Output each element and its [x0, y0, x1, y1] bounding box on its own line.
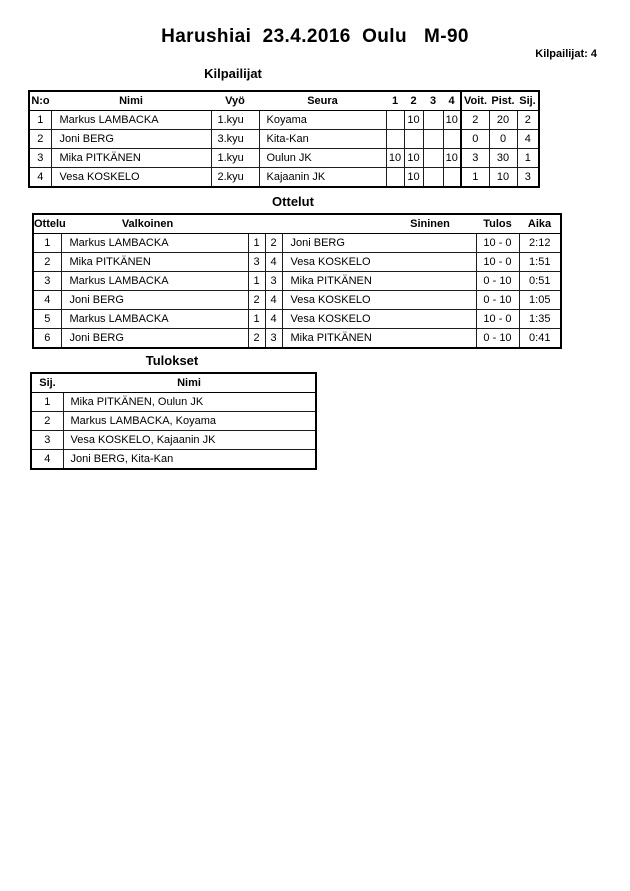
- blue-name-cell: Vesa KOSKELO: [282, 310, 476, 329]
- competitor-name-cell: Markus LAMBACKA: [51, 111, 211, 130]
- blue-number-cell: 3: [265, 329, 282, 349]
- white-name-cell: Joni BERG: [61, 329, 248, 349]
- match-row: [33, 234, 561, 253]
- col-white: [61, 214, 248, 234]
- white-name-cell: Joni BERG: [61, 291, 248, 310]
- result-row: [31, 450, 316, 470]
- col-time: Aika: [519, 214, 561, 234]
- result-row: [31, 412, 316, 431]
- club-cell: Koyama: [259, 111, 386, 130]
- score-cell: 10: [404, 168, 423, 188]
- results-heading: Tulokset: [145, 353, 199, 368]
- col-white-label: Valkoinen: [121, 218, 174, 230]
- col-place: Sij.: [31, 373, 63, 393]
- match-row: [33, 329, 561, 349]
- matches-heading: Ottelut: [272, 194, 314, 209]
- competitor-number-cell: 3: [29, 149, 51, 168]
- col-place: Sij.: [517, 91, 539, 111]
- white-number-cell: 2: [248, 329, 265, 349]
- blue-name-cell: Vesa KOSKELO: [282, 291, 476, 310]
- place-cell: 2: [31, 412, 63, 431]
- matches-table: [32, 213, 562, 349]
- belt-cell: 1.kyu: [211, 111, 259, 130]
- score-cell: [386, 111, 404, 130]
- match-number-cell: 2: [33, 253, 61, 272]
- competitor-count-label: Kilpailijat: 4: [535, 48, 597, 60]
- time-cell: 0:51: [519, 272, 561, 291]
- col-score-4: 4: [443, 91, 461, 111]
- result-cell: 0 - 10: [476, 329, 519, 349]
- matches-header-row: [33, 214, 561, 234]
- score-cell: [404, 130, 423, 149]
- wins-cell: 1: [461, 168, 489, 188]
- result-cell: 10 - 0: [476, 310, 519, 329]
- competitor-row: [29, 111, 539, 130]
- col-number: N:o: [29, 91, 51, 111]
- score-cell: [423, 111, 443, 130]
- score-cell: [423, 149, 443, 168]
- time-cell: 1:35: [519, 310, 561, 329]
- match-number-cell: 3: [33, 272, 61, 291]
- club-cell: Oulun JK: [259, 149, 386, 168]
- competitor-name-cell: Mika PITKÄNEN: [51, 149, 211, 168]
- white-number-cell: 1: [248, 272, 265, 291]
- score-cell: [443, 130, 461, 149]
- match-row: [33, 310, 561, 329]
- wins-cell: 0: [461, 130, 489, 149]
- points-cell: 10: [489, 168, 517, 188]
- blue-number-cell: 3: [265, 272, 282, 291]
- col-points: Pist.: [489, 91, 517, 111]
- document-title: Harushiai 23.4.2016 Oulu M-90: [161, 26, 469, 47]
- time-cell: 1:05: [519, 291, 561, 310]
- white-name-cell: Markus LAMBACKA: [61, 234, 248, 253]
- col-name: Nimi: [63, 373, 316, 393]
- place-cell: 1: [517, 149, 539, 168]
- score-cell: 10: [386, 149, 404, 168]
- blue-name-cell: Vesa KOSKELO: [282, 253, 476, 272]
- place-cell: 4: [517, 130, 539, 149]
- score-cell: [386, 168, 404, 188]
- competitors-header-row: [29, 91, 539, 111]
- competitor-number-cell: 1: [29, 111, 51, 130]
- match-row: [33, 253, 561, 272]
- competitor-row: [29, 149, 539, 168]
- white-number-cell: 1: [248, 234, 265, 253]
- blue-number-cell: 4: [265, 291, 282, 310]
- result-name-cell: Mika PITKÄNEN, Oulun JK: [63, 393, 316, 412]
- match-number-cell: 6: [33, 329, 61, 349]
- match-row: [33, 272, 561, 291]
- white-name-cell: Markus LAMBACKA: [61, 310, 248, 329]
- score-cell: 10: [443, 149, 461, 168]
- belt-cell: 1.kyu: [211, 149, 259, 168]
- result-row: [31, 393, 316, 412]
- place-cell: 3: [31, 431, 63, 450]
- blue-name-cell: Joni BERG: [282, 234, 476, 253]
- competitor-row: [29, 130, 539, 149]
- match-row: [33, 291, 561, 310]
- competitor-number-cell: 2: [29, 130, 51, 149]
- score-cell: [423, 168, 443, 188]
- match-number-cell: 4: [33, 291, 61, 310]
- result-name-cell: Joni BERG, Kita-Kan: [63, 450, 316, 470]
- results-table: [30, 372, 317, 470]
- result-cell: 0 - 10: [476, 291, 519, 310]
- match-number-cell: 1: [33, 234, 61, 253]
- col-blue-label: Sininen: [410, 218, 450, 230]
- place-cell: 2: [517, 111, 539, 130]
- time-cell: 1:51: [519, 253, 561, 272]
- col-belt: Vyö: [211, 91, 259, 111]
- col-match-number: Ottelu: [33, 214, 61, 234]
- points-cell: 20: [489, 111, 517, 130]
- score-cell: 10: [443, 111, 461, 130]
- blue-number-cell: 4: [265, 253, 282, 272]
- col-wins: Voit.: [461, 91, 489, 111]
- blue-number-cell: 4: [265, 310, 282, 329]
- score-cell: [443, 168, 461, 188]
- white-name-cell: Markus LAMBACKA: [61, 272, 248, 291]
- white-number-cell: 1: [248, 310, 265, 329]
- result-cell: 0 - 10: [476, 272, 519, 291]
- time-cell: 2:12: [519, 234, 561, 253]
- competitors-table: [28, 90, 540, 188]
- white-name-cell: Mika PITKÄNEN: [61, 253, 248, 272]
- col-name: Nimi: [51, 91, 211, 111]
- blue-number-cell: 2: [265, 234, 282, 253]
- col-blue-number: [265, 214, 282, 234]
- col-blue: [282, 214, 476, 234]
- white-number-cell: 2: [248, 291, 265, 310]
- col-score-3: 3: [423, 91, 443, 111]
- place-cell: 4: [31, 450, 63, 470]
- competitor-number-cell: 4: [29, 168, 51, 188]
- competitor-row: [29, 168, 539, 188]
- points-cell: 0: [489, 130, 517, 149]
- results-header-row: [31, 373, 316, 393]
- result-cell: 10 - 0: [476, 234, 519, 253]
- col-club: Seura: [259, 91, 386, 111]
- col-result: Tulos: [476, 214, 519, 234]
- competitor-name-cell: Vesa KOSKELO: [51, 168, 211, 188]
- match-number-cell: 5: [33, 310, 61, 329]
- wins-cell: 3: [461, 149, 489, 168]
- place-cell: 3: [517, 168, 539, 188]
- blue-name-cell: Mika PITKÄNEN: [282, 329, 476, 349]
- club-cell: Kajaanin JK: [259, 168, 386, 188]
- result-name-cell: Vesa KOSKELO, Kajaanin JK: [63, 431, 316, 450]
- competitors-heading: Kilpailijat: [204, 66, 262, 81]
- col-score-1: 1: [386, 91, 404, 111]
- place-cell: 1: [31, 393, 63, 412]
- col-score-2: 2: [404, 91, 423, 111]
- score-cell: [386, 130, 404, 149]
- blue-name-cell: Mika PITKÄNEN: [282, 272, 476, 291]
- col-white-number: [248, 214, 265, 234]
- result-cell: 10 - 0: [476, 253, 519, 272]
- points-cell: 30: [489, 149, 517, 168]
- competitor-name-cell: Joni BERG: [51, 130, 211, 149]
- wins-cell: 2: [461, 111, 489, 130]
- score-cell: 10: [404, 149, 423, 168]
- time-cell: 0:41: [519, 329, 561, 349]
- club-cell: Kita-Kan: [259, 130, 386, 149]
- score-cell: 10: [404, 111, 423, 130]
- belt-cell: 3.kyu: [211, 130, 259, 149]
- result-name-cell: Markus LAMBACKA, Koyama: [63, 412, 316, 431]
- white-number-cell: 3: [248, 253, 265, 272]
- result-row: [31, 431, 316, 450]
- score-cell: [423, 130, 443, 149]
- belt-cell: 2.kyu: [211, 168, 259, 188]
